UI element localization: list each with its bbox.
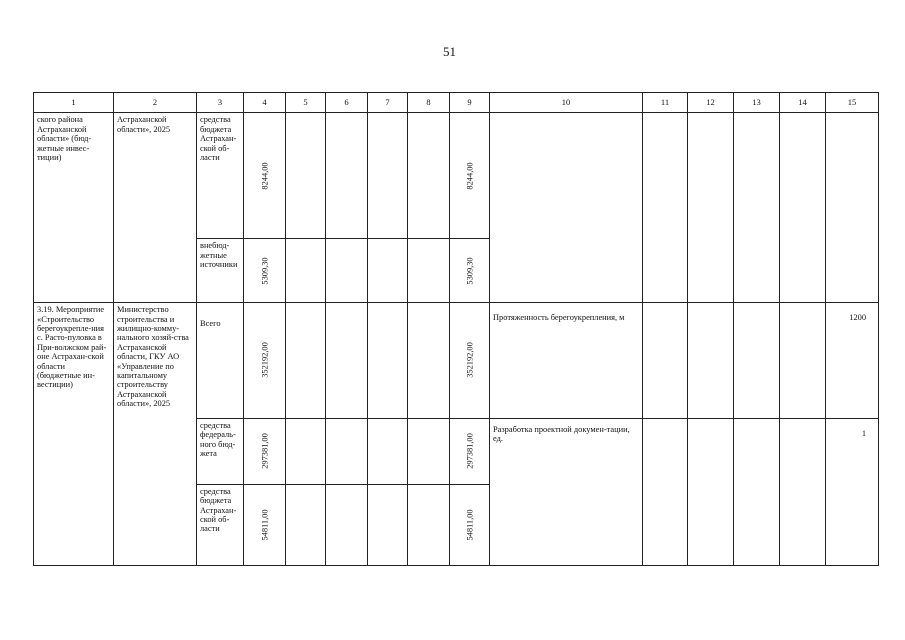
- table-row: [34, 113, 879, 239]
- header-col-11: 11: [643, 93, 688, 113]
- header-col-1: 1: [34, 93, 114, 113]
- block1-executor: Астраханской области», 2025: [114, 113, 197, 303]
- block1-event-name: ского района Астраханской области» (бюд-жетные инвес-тиции): [34, 113, 114, 303]
- header-col-7: 7: [368, 93, 408, 113]
- amount-col9: 8244,00: [464, 162, 474, 190]
- amount-col4: 5309,30: [259, 257, 269, 285]
- funding-source: внебюд-жетные источники: [197, 239, 244, 303]
- header-col-4: 4: [244, 93, 286, 113]
- indicator-value: 1200: [826, 303, 879, 419]
- amount-col9: 352192,00: [464, 342, 474, 379]
- header-col-10: 10: [490, 93, 643, 113]
- indicator-label: Протяженность берегоукрепления, м: [490, 303, 643, 419]
- amount-col9: 5309,30: [464, 257, 474, 285]
- budget-table: [33, 92, 879, 566]
- amount-col4: 352192,00: [259, 342, 269, 379]
- indicator-label: Разработка проектной докумен-тации, ед.: [490, 418, 643, 565]
- block2-executor: Министерство строительства и жилищно-комму-нального хозяй-ства Астраханской области, ГКУ АО «Управление по капитальному строительству Астраханской области», 2025: [114, 303, 197, 566]
- funding-source: средства федераль-ного бюд-жета: [197, 418, 244, 484]
- header-col-13: 13: [734, 93, 780, 113]
- funding-source: средства бюджета Астрахан-ской об-ласти: [197, 113, 244, 239]
- header-col-8: 8: [408, 93, 450, 113]
- header-col-3: 3: [197, 93, 244, 113]
- header-col-14: 14: [780, 93, 826, 113]
- funding-source: средства бюджета Астрахан-ской об-ласти: [197, 484, 244, 565]
- indicator-value: 1: [826, 418, 879, 565]
- amount-col9: 297381,00: [464, 433, 474, 470]
- table-row: [34, 303, 879, 419]
- header-col-6: 6: [326, 93, 368, 113]
- header-col-9: 9: [450, 93, 490, 113]
- page-number: 51: [443, 44, 456, 59]
- header-col-12: 12: [688, 93, 734, 113]
- amount-col9: 54811,00: [464, 509, 474, 541]
- amount-col4: 8244,00: [259, 162, 269, 190]
- amount-col4: 54811,00: [259, 509, 269, 541]
- header-col-15: 15: [826, 93, 879, 113]
- header-col-5: 5: [286, 93, 326, 113]
- amount-col4: 297381,00: [259, 433, 269, 470]
- header-col-2: 2: [114, 93, 197, 113]
- table-header-row: [34, 93, 879, 113]
- block2-event-name: 3.19. Мероприятие «Строительство берегоукрепле-ния с. Расто-пуловка в При-волжском рай-оне Астрахан-ской области (бюджетные ин-вестиции): [34, 303, 114, 566]
- funding-source: Всего: [197, 303, 244, 419]
